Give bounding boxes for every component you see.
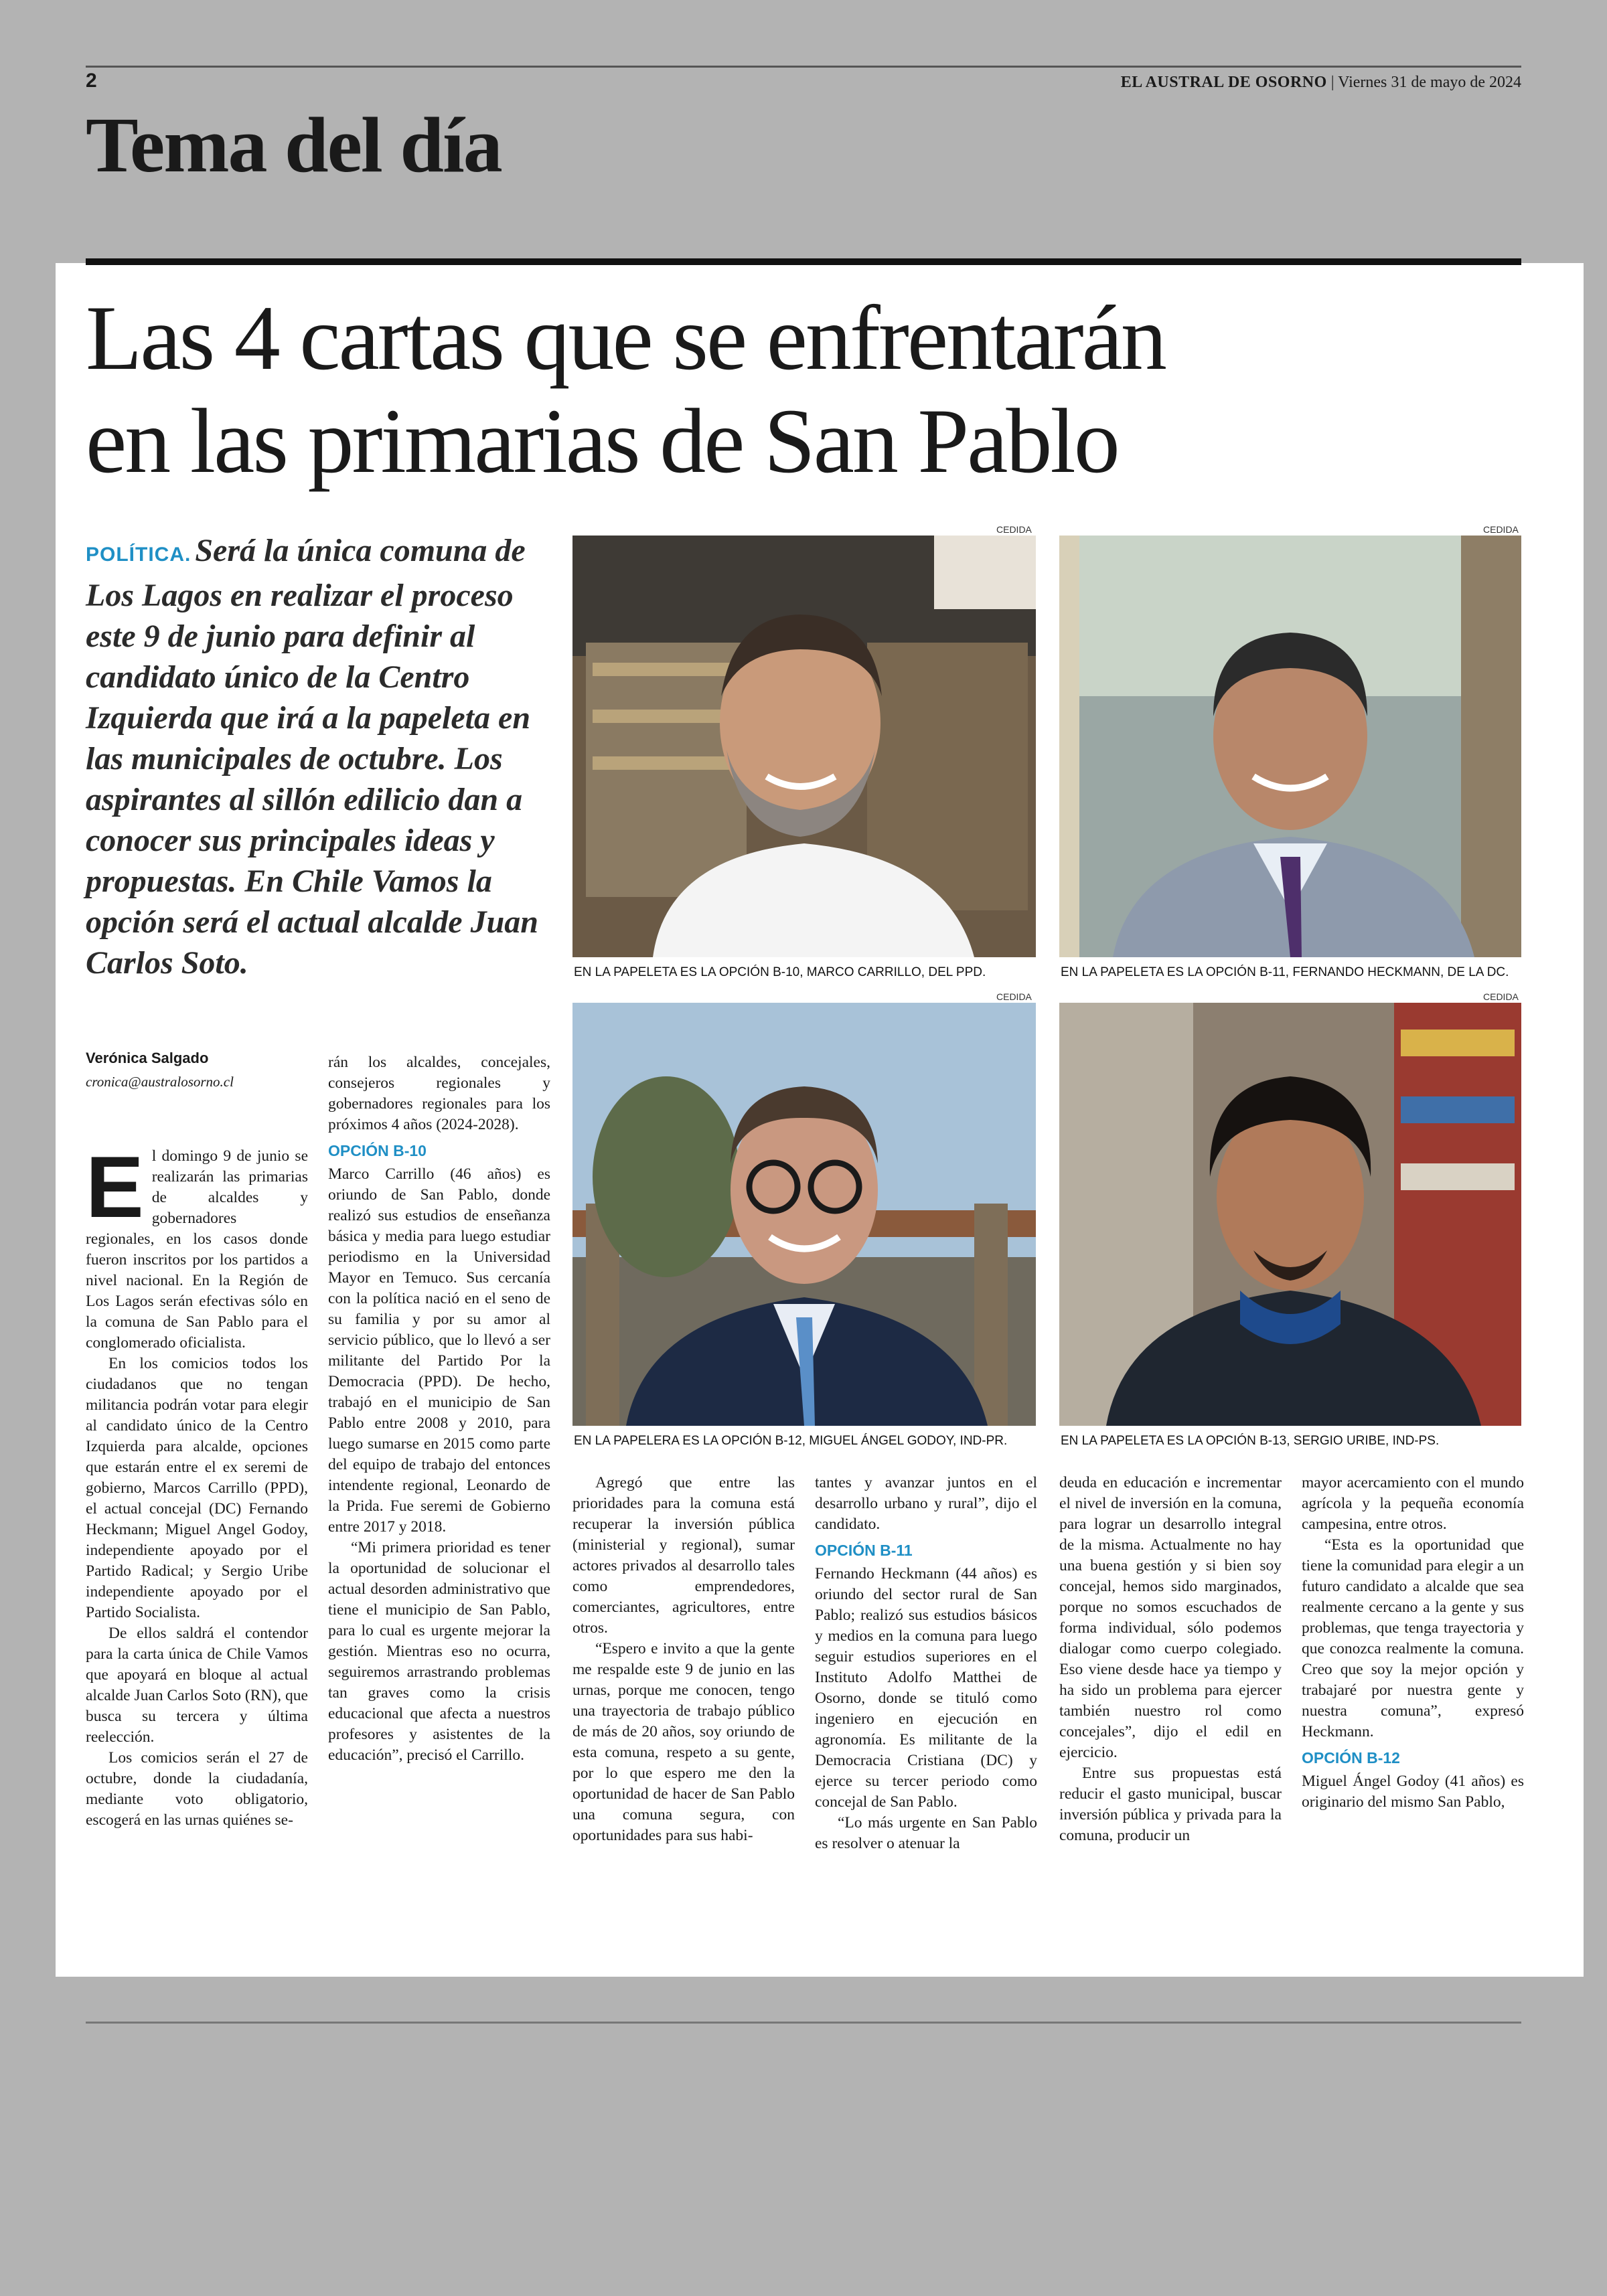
photo-marco-carrillo (572, 536, 1036, 957)
headline-line-2: en las primarias de San Pablo (86, 390, 1118, 492)
paragraph: rán los alcaldes, concejales, consejeros regionales y gobernadores regionales para los próximos 4 años (2024-2028). (328, 1054, 550, 1133)
paragraph (86, 1138, 308, 1354)
body-column-1 (86, 1138, 308, 1831)
paragraph: “Esta es la oportunidad que tiene la comunidad para elegir a un futuro candidato a alcalde que sea realmente cercano a la gente y sus problemas, que tenga trayectoria y que conozca realmente la comuna. Creo que soy la mejor opción y trabajaré por nuestra gente y nuestra comuna”, expresó Heckmann. (1302, 1536, 1524, 1740)
publication-name: EL AUSTRAL DE OSORNO (1120, 74, 1327, 91)
lede (86, 530, 554, 983)
photo-caption-1: EN LA PAPELETA ES LA OPCIÓN B-10, MARCO CARRILLO, DEL PPD. (574, 965, 986, 979)
paragraph: “Mi primera prioridad es tener la oportunidad de solucionar el actual desorden administrativo que tiene el municipio de San Pablo, para lo cual es urgente mejorar la gestión. Mientras eso no ocurra, seguiremos arrastrando problemas tan graves como la crisis educacional que afecta a nuestros profesores y asistentes de la educación”, precisó el Carrillo. (328, 1539, 550, 1764)
photo-credit-4: CEDIDA (1483, 991, 1519, 1002)
subhead-option-b10: OPCIÓN B-10 (328, 1142, 427, 1159)
paragraph: mayor acercamiento con el mundo agrícola y la pequeña economía campesina, entre otros. (1302, 1474, 1524, 1533)
body-column-6 (1302, 1473, 1524, 1813)
subhead-option-b11: OPCIÓN B-11 (815, 1542, 913, 1559)
photo-caption-2: EN LA PAPELETA ES LA OPCIÓN B-11, FERNANDO HECKMANN, DE LA DC. (1061, 965, 1509, 979)
photo-credit-3: CEDIDA (996, 991, 1032, 1002)
photo-fernando-heckmann (1059, 536, 1521, 957)
body-column-5 (1059, 1473, 1282, 1846)
issue-date: Viernes 31 de mayo de 2024 (1338, 74, 1521, 91)
photo-credit-2: CEDIDA (1483, 524, 1519, 535)
paragraph: Marco Carrillo (46 años) es oriundo de San Pablo, donde realizó sus estudios de enseñanza básica y media para luego estudiar periodismo en la Universidad Mayor en Temuco. Sus cercanía con la política nació en el seno de su familia y por su amor al servicio público, que lo llevó a ser militante del Partido Por la Democracia (PPD). De hecho, trabajó en el municipio de San Pablo entre 2008 y 2010, para luego sumarse en 2015 como parte del equipo de trabajo del entonces intendente regional, Leonardo de la Prida. Fue seremi de Gobierno entre 2017 y 2018. (328, 1165, 550, 1536)
paragraph: Los comicios serán el 27 de octubre, donde la ciudadanía, mediante voto obligatorio, escogerá en las urnas quiénes se- (86, 1749, 308, 1829)
author-name: Verónica Salgado (86, 1050, 209, 1066)
paragraph: En los comicios todos los ciudadanos que no tengan militancia podrán votar para elegir al candidato único de la Centro Izquierda para alcalde, opciones que estarán entre el ex seremi de gobierno, Marcos Carrillo (PPD), el actual concejal (DC) Fernando Heckmann; Miguel Angel Godoy, independiente apoyado por el Partido Radical; y Sergio Uribe independiente apoyado por el Partido Socialista. (86, 1355, 308, 1621)
top-rule (86, 66, 1521, 68)
paragraph: Entre sus propuestas está reducir el gasto municipal, buscar inversión pública y privada para la comuna, producir un (1059, 1765, 1282, 1844)
drop-cap: E (86, 1138, 144, 1236)
portrait-illustration (1059, 536, 1521, 957)
portrait-illustration (572, 1003, 1036, 1426)
photo-sergio-uribe (1059, 1003, 1521, 1426)
section-title: Tema del día (86, 101, 502, 189)
paragraph: De ellos saldrá el contendor para la carta única de Chile Vamos que apoyará en bloque al actual alcalde Juan Carlos Soto (RN), que busca su tercera y última reelección. (86, 1625, 308, 1746)
headline-line-1: Las 4 cartas que se enfrentarán (86, 286, 1165, 389)
paragraph: Fernando Heckmann (44 años) es oriundo del sector rural de San Pablo; realizó sus estudios básicos y medios en la comuna para luego seguir estudios superiores en el Instituto Adolfo Matthei de Osorno, donde se tituló como ingeniero en ejecución en agronomía. Es militante de la Democracia Cristiana (DC) y ejerce su tercer periodo como concejal de San Pablo. (815, 1565, 1037, 1811)
paragraph: deuda en educación e incrementar el nivel de inversión en la comuna, para lograr un desarrollo integral de la misma. Actualmente no hay una buena gestión y si bien soy concejal, hemos sido marginados, porque no somos escuchados de forma individual, sólo podemos dialogar como cuerpo colegiado. Eso viene desde hace ya tiempo y ha sido un problema para ejercer también nuestro rol como concejales”, dijo el edil en ejercicio. (1059, 1474, 1282, 1761)
body-column-3 (572, 1473, 795, 1846)
masthead (1121, 74, 1521, 92)
author-email: cronica@australosorno.cl (86, 1074, 234, 1090)
paragraph-text: l domingo 9 de junio se realizarán las primarias de alcaldes y gobernadores regionales, en los casos donde fueron inscritos por los partidos a nivel nacional. En la Región de Los Lagos serán efectivas sólo en la comuna de San Pablo para el conglomerado oficialista. (86, 1147, 308, 1351)
paragraph: Miguel Ángel Godoy (41 años) es originario del mismo San Pablo, (1302, 1773, 1524, 1811)
paragraph: “Espero e invito a que la gente me respalde este 9 de junio en las urnas, porque me conocen, tengo una trayectoria de trabajo público de más de 20 años, soy oriundo de esta comuna, respeto a su gente, por lo que espero me den la oportunidad de hacer de San Pablo una comuna segura, con oportunidades para sus habi- (572, 1640, 795, 1844)
subhead-option-b12: OPCIÓN B-12 (1302, 1749, 1400, 1767)
headline (86, 286, 1521, 493)
photo-miguel-angel-godoy (572, 1003, 1036, 1426)
photo-caption-4: EN LA PAPELETA ES LA OPCIÓN B-13, SERGIO URIBE, IND-PS. (1061, 1434, 1440, 1448)
bottom-rule (86, 2022, 1521, 2024)
kicker: POLÍTICA. (86, 544, 192, 566)
photo-caption-3: EN LA PAPELERA ES LA OPCIÓN B-12, MIGUEL ÁNGEL GODOY, IND-PR. (574, 1434, 1008, 1448)
separator: | (1330, 74, 1338, 91)
photo-credit-1: CEDIDA (996, 524, 1032, 535)
page-number: 2 (86, 70, 97, 92)
paragraph: “Lo más urgente en San Pablo es resolver o atenuar la (815, 1814, 1037, 1852)
lede-text: Será la única comuna de Los Lagos en realizar el proceso este 9 de junio para definir al candidato único de la Centro Izquierda que irá a la papeleta en las municipales de octubre. Los aspirantes al sillón edilicio dan a conocer sus principales ideas y propuestas. En Chile Vamos la opción será el actual alcalde Juan Carlos Soto. (86, 533, 538, 981)
portrait-illustration (572, 536, 1036, 957)
portrait-illustration (1059, 1003, 1521, 1426)
body-column-4 (815, 1473, 1037, 1854)
paragraph: tantes y avanzar juntos en el desarrollo urbano y rural”, dijo el candidato. (815, 1474, 1037, 1533)
paragraph: Agregó que entre las prioridades para la comuna está recuperar la inversión pública (ministerial y regional), sumar actores privados al desarrollo tales como emprendedores, comerciantes, agricultores, entre otros. (572, 1474, 795, 1637)
body-column-2 (328, 1052, 550, 1766)
headline-rule (86, 258, 1521, 265)
